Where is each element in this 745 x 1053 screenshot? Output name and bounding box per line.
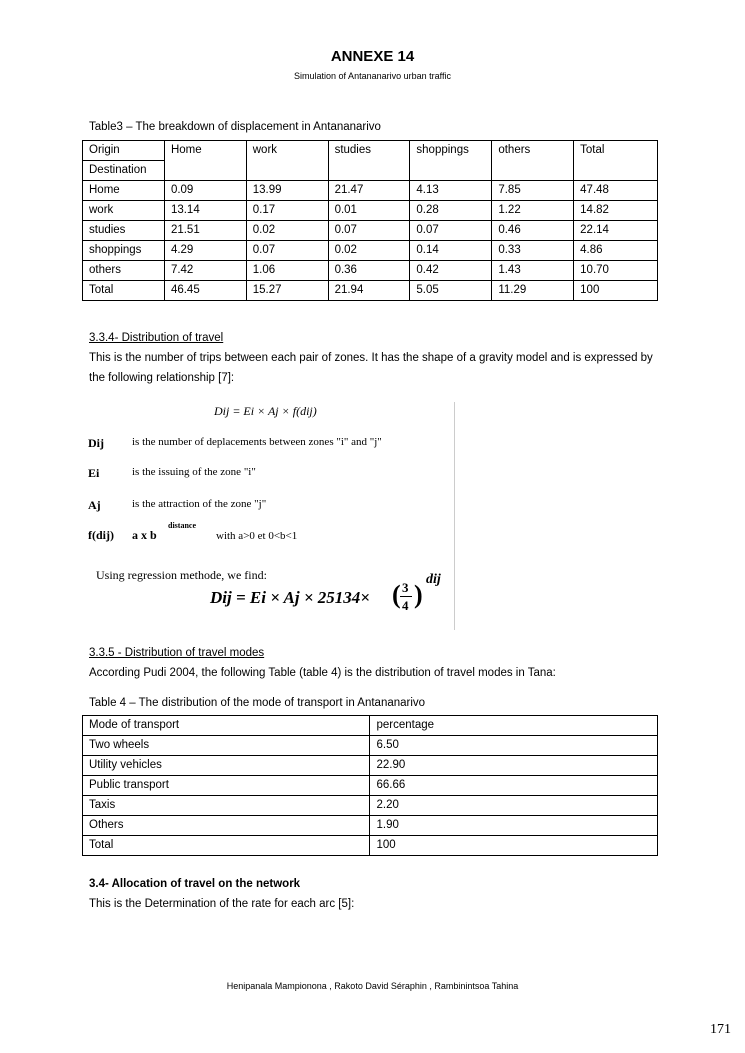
table3-col-header: shoppings (410, 141, 492, 181)
table-cell: Taxis (83, 796, 370, 816)
table-cell: 5.05 (410, 281, 492, 301)
table-row (83, 201, 658, 221)
formula-def-text: is the number of deplacements between zones "i" and "j" (132, 436, 382, 448)
formula-def-text: is the issuing of the zone "i" (132, 466, 256, 478)
table-row (83, 776, 658, 796)
table-cell: 2.20 (370, 796, 658, 816)
table-row (83, 736, 658, 756)
formula-frac-den: 4 (402, 598, 409, 613)
formula-def-symbol: Ei (88, 466, 100, 480)
table-cell: 0.33 (492, 241, 574, 261)
table-cell: Total (83, 281, 165, 301)
table-cell: 21.94 (328, 281, 410, 301)
table-cell: 47.48 (574, 181, 658, 201)
table-cell: 0.02 (246, 221, 328, 241)
table-cell: 0.36 (328, 261, 410, 281)
table4-caption: Table 4 – The distribution of the mode of transport in Antananarivo (89, 697, 426, 709)
table-cell: 1.06 (246, 261, 328, 281)
table-cell: Utility vehicles (83, 756, 370, 776)
section-334-heading: 3.3.4- Distribution of travel (89, 332, 224, 344)
section-34-paragraph: This is the Determination of the rate for each arc [5]: (89, 898, 355, 910)
formula-f-expr: a x b (132, 528, 157, 542)
table-cell: 21.47 (328, 181, 410, 201)
formula-paren-right: ) (414, 580, 423, 609)
footer-authors: Henipanala Mampionona , Rakoto David Séraphin , Rambinintsoa Tahina (226, 981, 519, 991)
table-cell: 10.70 (574, 261, 658, 281)
table4 (82, 715, 658, 856)
table4-col-header: Mode of transport (83, 716, 370, 736)
table-cell: 14.82 (574, 201, 658, 221)
formula-regression-text: Using regression methode, we find: (96, 568, 267, 582)
formula-def-text: is the attraction of the zone "j" (132, 498, 267, 510)
formula-frac-bar (400, 596, 412, 597)
table3-corner-destination: Destination (83, 161, 165, 181)
formula-result: Dij = Ei × Aj × 25134× (210, 588, 370, 607)
table-row (83, 796, 658, 816)
table3-col-header: others (492, 141, 574, 181)
table-cell: 13.14 (164, 201, 246, 221)
table-cell: 22.90 (370, 756, 658, 776)
table-cell: 0.07 (410, 221, 492, 241)
page-number: 171 (710, 1022, 731, 1037)
table-cell: 4.86 (574, 241, 658, 261)
page-title: ANNEXE 14 (330, 48, 415, 65)
table-cell: 46.45 (164, 281, 246, 301)
table3-col-header: Home (164, 141, 246, 181)
table-cell: 15.27 (246, 281, 328, 301)
formula-f-cond: with a>0 et 0<b<1 (216, 530, 298, 542)
section-334-paragraph: This is the number of trips between each pair of zones. It has the shape of a gravity model and is expressed by the following relationship [7]: (89, 352, 653, 384)
table-cell: 100 (370, 836, 658, 856)
table3-col-header: work (246, 141, 328, 181)
section-335-paragraph: According Pudi 2004, the following Table (table 4) is the distribution of travel modes in Tana: (89, 667, 556, 679)
table-row (83, 181, 658, 201)
table-cell: 11.29 (492, 281, 574, 301)
table-cell: 22.14 (574, 221, 658, 241)
table-cell: 66.66 (370, 776, 658, 796)
table-cell: 7.85 (492, 181, 574, 201)
table-cell: 0.09 (164, 181, 246, 201)
table-cell: shoppings (83, 241, 165, 261)
table-cell: 6.50 (370, 736, 658, 756)
table-row (83, 241, 658, 261)
table3-col-header: studies (328, 141, 410, 181)
table-cell: others (83, 261, 165, 281)
table3 (82, 140, 658, 301)
table-cell: Total (83, 836, 370, 856)
table-cell: Home (83, 181, 165, 201)
table-cell: 0.01 (328, 201, 410, 221)
formula-f-symbol: f(dij) (88, 528, 114, 542)
table-cell: 0.02 (328, 241, 410, 261)
table-cell: 21.51 (164, 221, 246, 241)
table-cell: Others (83, 816, 370, 836)
section-335-heading: 3.3.5 - Distribution of travel modes (89, 647, 265, 659)
table-cell: 13.99 (246, 181, 328, 201)
table-cell: 4.13 (410, 181, 492, 201)
table-cell: 0.42 (410, 261, 492, 281)
table-cell: 0.46 (492, 221, 574, 241)
formula-top: Dij = Ei × Aj × f(dij) (214, 404, 317, 418)
table-cell: 1.90 (370, 816, 658, 836)
table-cell: 7.42 (164, 261, 246, 281)
table-cell: 4.29 (164, 241, 246, 261)
table-cell: Two wheels (83, 736, 370, 756)
table-cell: 100 (574, 281, 658, 301)
table-cell: work (83, 201, 165, 221)
table4-col-header: percentage (370, 716, 658, 736)
table-cell: 1.43 (492, 261, 574, 281)
formula-def-symbol: Dij (88, 436, 104, 450)
table-row (83, 281, 658, 301)
table3-caption: Table3 – The breakdown of displacement in Antananarivo (89, 121, 381, 133)
table4-header-row (83, 716, 658, 736)
table-cell: 0.14 (410, 241, 492, 261)
table-cell: 1.22 (492, 201, 574, 221)
table-cell: Public transport (83, 776, 370, 796)
formula-paren-left: ( (392, 580, 401, 609)
table-row (83, 221, 658, 241)
table3-col-header: Total (574, 141, 658, 181)
table-cell: 0.07 (246, 241, 328, 261)
table-row (83, 261, 658, 281)
table-row (83, 756, 658, 776)
formula-exp: dij (426, 572, 441, 587)
table-cell: 0.17 (246, 201, 328, 221)
formula-frac-num: 3 (402, 580, 409, 595)
table-row (83, 816, 658, 836)
table-cell: 0.28 (410, 201, 492, 221)
formula-image (88, 402, 455, 630)
table-cell: studies (83, 221, 165, 241)
formula-f-sup: distance (168, 521, 196, 530)
section-34-heading: 3.4- Allocation of travel on the network (89, 878, 301, 890)
page-subtitle: Simulation of Antananarivo urban traffic (294, 71, 451, 81)
table-row (83, 836, 658, 856)
formula-def-symbol: Aj (88, 498, 101, 512)
table3-corner-origin: Origin (83, 141, 165, 161)
table-cell: 0.07 (328, 221, 410, 241)
table3-header-row (83, 141, 658, 161)
